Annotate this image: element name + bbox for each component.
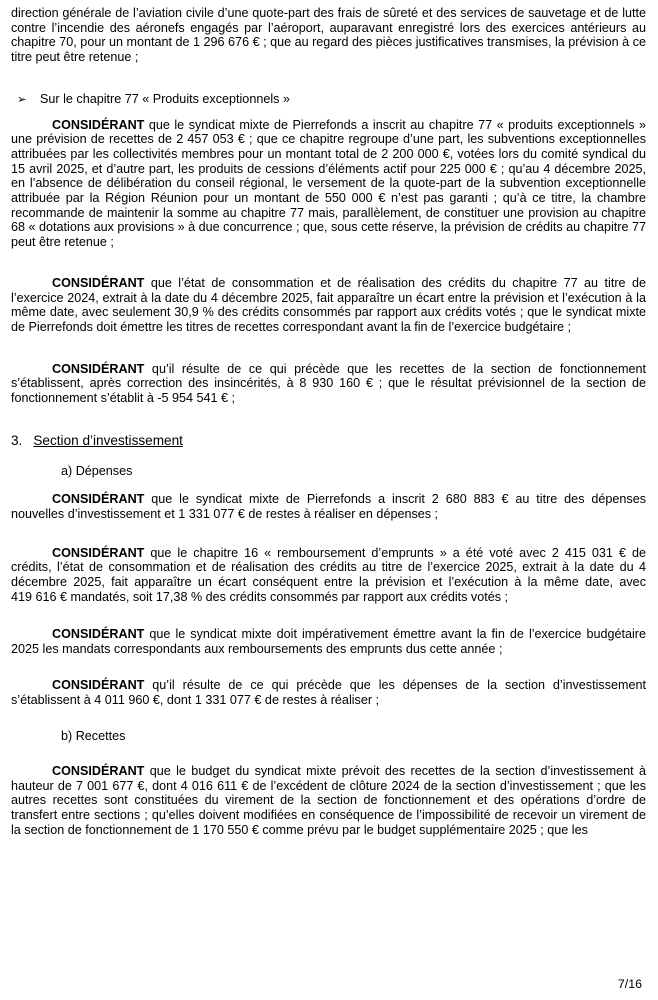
heading-number: 3. — [11, 432, 23, 448]
paragraph-considerant-depenses-nouvelles — [11, 492, 646, 521]
paragraph-text: que le budget du syndicat mixte prévoit des recettes de la section d’investissement à hauteur de 7 001 677 €, dont 4 016 611 € de l’excédent de clôture 2024 de la section d’investissement ; que les autres recettes sont constituées du virement de la section de fonctionnement et des opérations d’ordre de transfert entre sections ; qu’elles doivent modifiées en conséquence de l’impossibilité de recevoir un virement de la section de fonctionnement de 1 170 550 € comme prévu par le budget supplémentaire 2025 ; que les — [11, 763, 646, 837]
paragraph-text: que l’état de consommation et de réalisation des crédits du chapitre 77 au titre de l’exercice 2024, extrait à la date du 4 décembre 2025, fait apparaître un écart entre la prévision et l’exécution à la même date, avec seulement 30,9 % des crédits consommés par rapport aux crédits votés ; que le syndicat mixte de Pierrefonds doit émettre les titres de recettes correspondant avant la fin de l’exercice budgétaire ; — [11, 275, 646, 334]
considerant-label: CONSIDÉRANT — [52, 275, 145, 290]
considerant-label: CONSIDÉRANT — [52, 627, 145, 642]
paragraph-considerant-chapitre-77 — [11, 118, 646, 250]
heading-title: Section d’investissement — [33, 432, 183, 448]
considerant-label: CONSIDÉRANT — [52, 117, 145, 132]
subheading-recettes: b) Recettes — [61, 729, 126, 744]
considerant-label: CONSIDÉRANT — [52, 677, 145, 692]
bullet-item-chapitre-77 — [11, 92, 646, 108]
paragraph-text: que le syndicat mixte de Pierrefonds a inscrit au chapitre 77 « produits exceptionnels » une prévision de recettes de 2 457 053 € ; que ce chapitre regroupe d’une part, les subventions exceptionnelles attribuées par les collectivités membres pour un montant total de 2 200 000 €, votées lors du comité syndical du 15 avril 2025, et d’autre part, les produits de cessions d’éléments actif pour 225 000 € ; qu’au 4 décembre 2025, en l’absence de délibération du conseil régional, le versement de la quote-part de la subvention exceptionnelle attribuée par la Région Réunion pour un montant de 550 000 € n’est pas garanti ; qu’à ce titre, la chambre recommande de maintenir la somme au chapitre 77 mais, parallèlement, de constituer une provision au chapitre 68 « dotations aux provisions » à due concurrence ; que, sous cette réserve, la prévision de crédits au chapitre 77 peut être retenue ; — [11, 117, 646, 250]
paragraph-considerant-chapitre-16 — [11, 546, 646, 605]
paragraph-considerant-depenses-investissement — [11, 678, 646, 707]
subheading-depenses: a) Dépenses — [61, 464, 133, 479]
paragraph-continuation: direction générale de l’aviation civile d’une quote-part des frais de sûreté et des services de sauvetage et de lutte contre l’incendie des aéronefs engagés par l’aéroport, auparavant enregistré lors des exercices antérieurs au chapitre 70, pour un montant de 1 296 676 € ; que au regard des pièces justificatives transmises, la prévision à ce titre peut être retenue ; — [11, 6, 646, 65]
considerant-label: CONSIDÉRANT — [52, 763, 145, 778]
paragraph-text: que le chapitre 16 « remboursement d’emprunts » a été voté avec 2 415 031 € de crédits, l’état de consommation et de réalisation des crédits au titre de l’exercice 2025, extrait à la date du 4 décembre 2025, fait apparaître un écart conséquent entre la prévision et l’exécution à la même date, avec 419 616 € mandatés, soit 17,38 % des crédits consommés par rapport aux crédits votés ; — [11, 545, 646, 604]
paragraph-text: qu’il résulte de ce qui précède que les dépenses de la section d’investissement s’établissent à 4 011 960 €, dont 1 331 077 € de restes à réaliser ; — [11, 677, 646, 707]
paragraph-text: qu’il résulte de ce qui précède que les recettes de la section de fonctionnement s’établissent, après correction des insincérités, à 8 930 160 € ; que le résultat prévisionnel de la section de fonctionnement s’établit à -5 954 541 € ; — [11, 361, 646, 406]
paragraph-considerant-recettes-fonctionnement — [11, 362, 646, 406]
considerant-label: CONSIDÉRANT — [52, 492, 145, 507]
paragraph-considerant-mandats — [11, 627, 646, 656]
paragraph-text: que le syndicat mixte doit impérativement émettre avant la fin de l’exercice budgétaire 2025 les mandats correspondants aux remboursements des emprunts dus cette année ; — [11, 627, 646, 657]
arrowhead-bullet-icon: ➢ — [17, 93, 27, 106]
paragraph-considerant-recettes-investissement — [11, 764, 646, 838]
section-heading-investissement — [11, 434, 646, 449]
considerant-label: CONSIDÉRANT — [52, 545, 145, 560]
paragraph-text: que le syndicat mixte de Pierrefonds a inscrit 2 680 883 € au titre des dépenses nouvelles d’investissement et 1 331 077 € de restes à réaliser en dépenses ; — [11, 492, 646, 521]
page-number: 7/16 — [617, 977, 642, 991]
paragraph-considerant-consommation-ch77 — [11, 276, 646, 335]
bullet-item-label: Sur le chapitre 77 « Produits exceptionnels » — [40, 91, 290, 106]
considerant-label: CONSIDÉRANT — [52, 361, 145, 376]
